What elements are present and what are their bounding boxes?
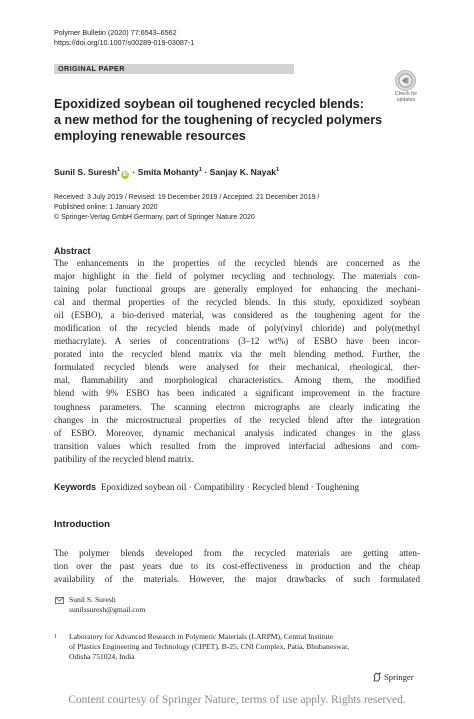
affiliation — [54, 632, 349, 662]
introduction-heading: Introduction — [54, 519, 110, 530]
check-for-updates-text — [389, 91, 423, 103]
keywords — [54, 481, 359, 493]
abstract-line: methacrylate). A series of concentrations (3–12 wt%) of ESBO have been incor- — [54, 336, 420, 347]
abstract-line: oil (ESBO), a bio-derived material, was considered as the toughening agent for the — [54, 310, 420, 321]
author-affil-mark: 1 — [198, 167, 202, 173]
abstract-line: toughness parameters. The scanning electron micrographs are clearly indicating the — [54, 401, 420, 412]
author-affil-mark: 1 — [117, 167, 121, 173]
orcid-icon[interactable]: iD — [122, 171, 128, 178]
affiliation-line: of Plastics Engineering and Technology (CIPET), B-25, CNI Complex, Patia, Bhubaneswar, — [69, 642, 350, 651]
article-type-label: ORIGINAL PAPER — [58, 64, 125, 73]
abstract-line: formulated recycled blends were analysed for their mechanical, rheological, ther- — [54, 362, 420, 373]
abstract-line: mal, flammability and morphological characteristics. Among them, the modified — [54, 375, 420, 386]
introduction-body — [54, 547, 420, 586]
journal-header — [54, 28, 194, 48]
contact-email[interactable]: sunilssuresh@gmail.com — [69, 605, 146, 614]
crossmark-icon — [395, 70, 416, 91]
abstract-body — [54, 257, 420, 466]
author-list — [54, 164, 279, 179]
publisher-name: Springer — [384, 672, 414, 682]
abstract-line: transition values which resulted from the improved interfacial adhesions and com- — [54, 440, 420, 451]
author-separator: · — [204, 166, 208, 177]
abstract-line: major highlight in the field of polymer recycling and technology. The materials con- — [54, 271, 420, 282]
dates-line: Received: 3 July 2019 / Revised: 19 December 2019 / Accepted: 21 December 2019 / — [54, 194, 320, 201]
article-title — [54, 96, 384, 144]
title-line: a new method for the toughening of recycled polymers — [54, 113, 383, 127]
intro-line: The polymer blends developed from the recycled materials are getting atten- — [54, 548, 420, 558]
corresponding-author — [54, 595, 349, 615]
abstract-line: porated into the recycled blend matrix via the melt blending method. Further, the — [54, 349, 420, 360]
doi-link[interactable]: https://doi.org/10.1007/s00289-019-03087-1 — [54, 38, 195, 47]
abstract-heading: Abstract — [54, 246, 91, 256]
affiliation-line: Odisha 751024, India — [69, 652, 135, 661]
contact-name: Sunil S. Suresh — [69, 595, 116, 604]
footnotes — [54, 595, 349, 662]
author-name[interactable]: Sanjay K. Nayak — [209, 166, 277, 177]
abstract-line: of ESBO. Moreover, dynamic mechanical analysis indicated changes in the glass — [54, 427, 420, 438]
dates-line: Published online: 1 January 2020 — [54, 204, 158, 211]
intro-line: availability of the materials. However, the major drawbacks of such formulated — [54, 574, 420, 585]
affiliation-mark: 1 — [54, 634, 57, 640]
abstract-line: blend with 9% ESBO has been indicated a significant improvement in the fracture — [54, 388, 420, 399]
author-affil-mark: 1 — [276, 167, 280, 173]
keywords-list: Epoxidized soybean oil · Compatibility · Recycled blend · Toughening — [101, 482, 360, 492]
copyright-line: © Springer-Verlag GmbH Germany, part of Springer Nature 2020 — [54, 214, 255, 221]
title-line: employing renewable resources — [54, 129, 246, 143]
author-name[interactable]: Sunil S. Suresh — [54, 166, 118, 177]
author-name[interactable]: Smita Mohanty — [137, 166, 199, 177]
abstract-line: taining polar functional groups are generally employed for enhancing the mechani- — [54, 284, 420, 295]
check-for-updates-badge[interactable] — [389, 70, 423, 104]
abstract-line: The enhancements in the properties of the recycled blends are concerned as the — [54, 258, 420, 268]
publisher-logo — [372, 671, 414, 683]
springer-horse-icon — [372, 672, 382, 682]
abstract-line: changes in the microstructural properties of the recycled blend after the integration — [54, 414, 420, 425]
title-line: Epoxidized soybean oil toughened recycled blends: — [54, 97, 365, 111]
courtesy-notice: Content courtesy of Springer Nature, terms of use apply. Rights reserved. — [68, 694, 406, 706]
intro-line: tion over the past years due to its cost-effectiveness in production and the cheap — [54, 561, 420, 572]
check-updates-line2: updates — [396, 97, 416, 103]
abstract-line: modification of the recycled blends made of poly(vinyl chloride) and poly(methyl — [54, 323, 420, 334]
publication-dates — [54, 193, 319, 223]
abstract-line: cal and thermal properties of the recycled blends. In this study, epoxidized soybean — [54, 297, 420, 308]
keywords-heading: Keywords — [54, 482, 97, 492]
affiliation-line: Laboratory for Advanced Research in Polymeric Materials (LARPM), Central Institute — [69, 632, 334, 641]
abstract-line: patibility of the recycled blend matrix. — [54, 453, 194, 464]
check-updates-line1: Check for — [394, 91, 418, 97]
author-separator: · — [132, 166, 136, 177]
journal-citation: Polymer Bulletin (2020) 77:6543–6562 — [54, 28, 177, 37]
